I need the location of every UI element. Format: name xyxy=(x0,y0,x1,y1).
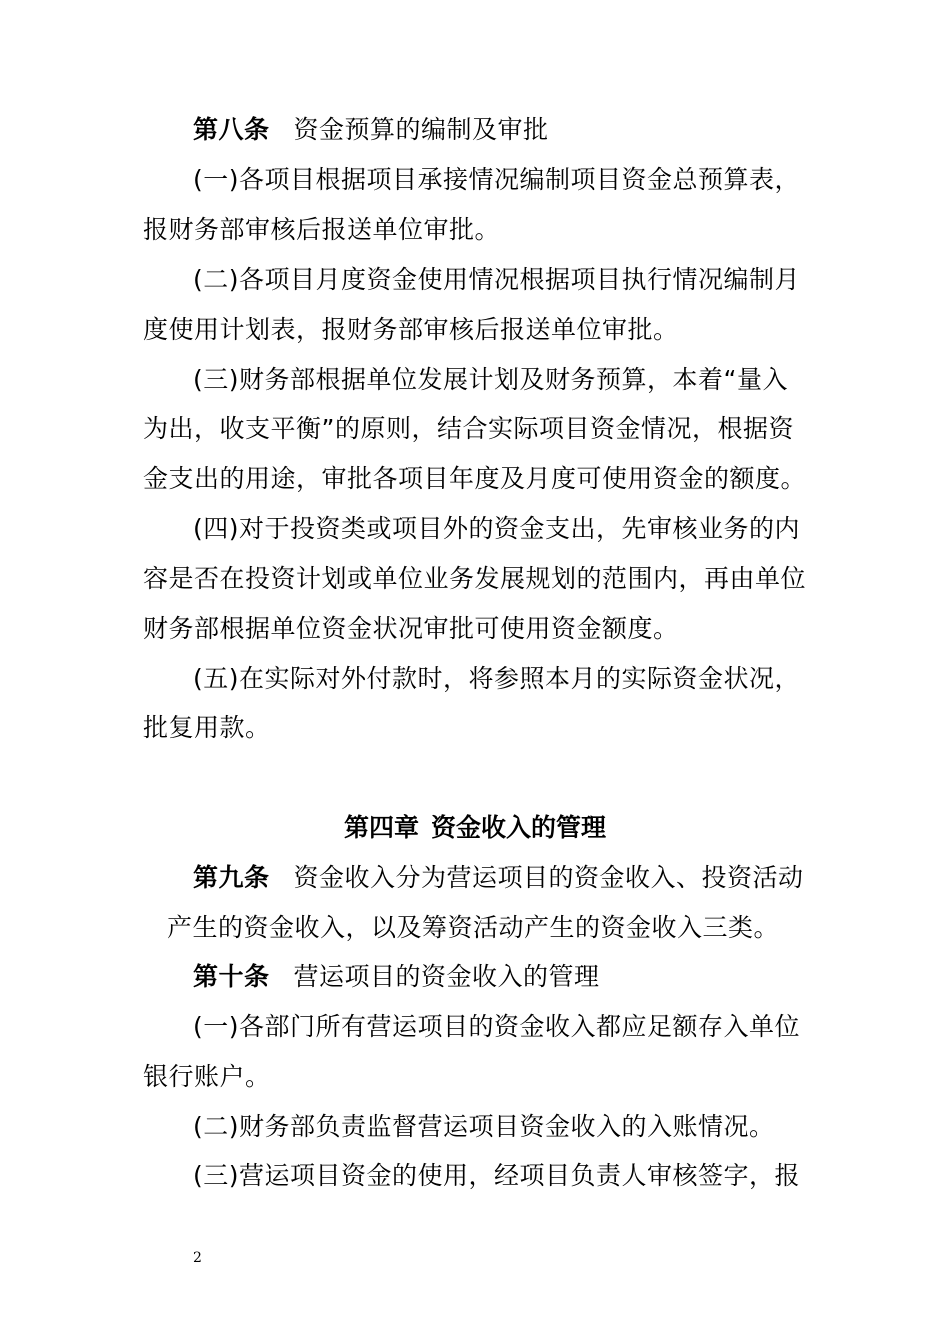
paragraph-line: (三)营运项目资金的使用，经项目负责人审核签字，报 xyxy=(193,1161,801,1190)
article-9-heading xyxy=(193,862,804,894)
paragraph-line: (五)在实际对外付款时，将参照本月的实际资金状况， xyxy=(193,664,801,693)
paragraph-line: (四)对于投资类或项目外的资金支出，先审核业务的内 xyxy=(193,514,801,543)
article-10-label: 第十条 xyxy=(193,962,270,991)
chapter-title: 资金收入的管理 xyxy=(431,813,607,842)
paragraph-line: 批复用款。 xyxy=(143,713,271,742)
paragraph-line: (二)各项目月度资金使用情况根据项目执行情况编制月 xyxy=(193,265,801,294)
article-9-label: 第九条 xyxy=(193,863,270,892)
article-8-label: 第八条 xyxy=(193,115,270,144)
article-8-heading xyxy=(193,114,549,146)
paragraph-line: 容是否在投资计划或单位业务发展规划的范围内，再由单位 xyxy=(143,564,807,593)
paragraph-line: (一)各部门所有营运项目的资金收入都应足额存入单位 xyxy=(193,1012,801,1041)
paragraph-line: (一)各项目根据项目承接情况编制项目资金总预算表， xyxy=(193,165,801,194)
paragraph-line: 银行账户。 xyxy=(143,1062,271,1091)
article-8-title: 资金预算的编制及审批 xyxy=(293,115,549,144)
article-10-title: 营运项目的资金收入的管理 xyxy=(293,962,600,991)
paragraph-line: 度使用计划表，报财务部审核后报送单位审批。 xyxy=(143,315,679,344)
chapter-label: 第四章 xyxy=(343,813,419,842)
page-number: 2 xyxy=(193,1250,202,1266)
paragraph-line: (二)财务部负责监督营运项目资金收入的入账情况。 xyxy=(193,1112,775,1141)
paragraph-line: 报财务部审核后报送单位审批。 xyxy=(143,215,501,244)
article-10-heading xyxy=(193,961,600,993)
paragraph-line: 为出，收支平衡”的原则，结合实际项目资金情况，根据资 xyxy=(143,414,794,443)
chapter-heading xyxy=(0,812,950,844)
paragraph-line: (三)财务部根据单位发展计划及财务预算，本着“量入 xyxy=(193,365,788,394)
paragraph-line: 财务部根据单位资金状况审批可使用资金额度。 xyxy=(143,614,679,643)
paragraph-line: 产生的资金收入，以及筹资活动产生的资金收入三类。 xyxy=(167,913,780,942)
paragraph-line: 资金收入分为营运项目的资金收入、投资活动 xyxy=(293,863,804,892)
paragraph-line: 金支出的用途，审批各项目年度及月度可使用资金的额度。 xyxy=(143,464,807,493)
